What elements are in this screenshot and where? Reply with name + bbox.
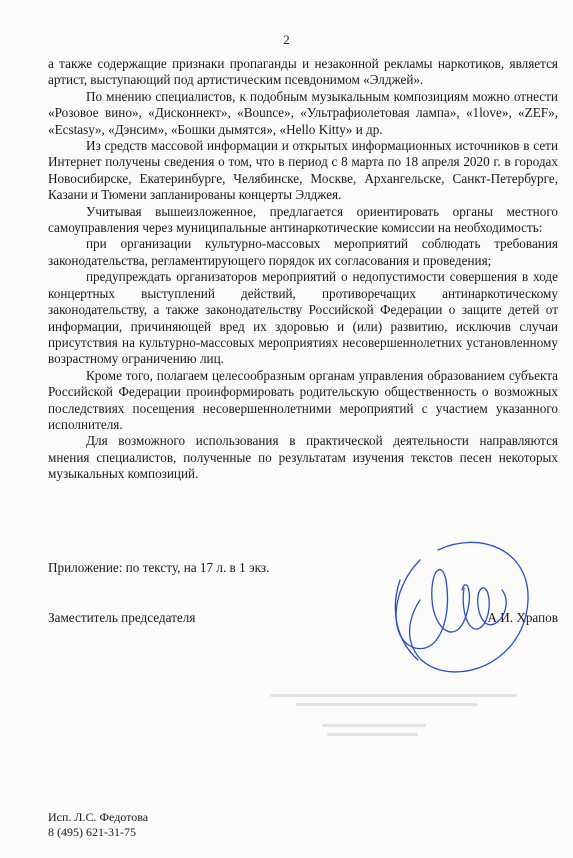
paragraph-3: Из средств массовой информации и открытых информационных источников в сети Интернет получены сведения о том, что в период с 8 марта по 18 апреля 2020 г. в городах Новосибирске, Екатеринбурге, Челябинске, Москве, Архангельске, Санкт-Петербурге, Казани и Тюмени запланированы концерты Элджея.: [48, 138, 558, 203]
paragraph-2: По мнению специалистов, к подобным музыкальным композициям можно отнести «Розовое вино», «Дисконнект», «Bounce», «Ультрафиолетовая лампа», «1love», «ZEF», «Ecstasy», «Дэнсим», «Бошки дымятся», «Hello Kitty» и др.: [48, 88, 558, 137]
paragraph-7: Кроме того, полагаем целесообразным органам управления образованием субъекта Российской Федерации проинформировать родительскую общественность о возможных последствиях посещения несовершеннолетними мероприятий с участием указанного исполнителя.: [48, 367, 558, 432]
paragraph-5: при организации культурно-массовых мероприятий соблюдать требования законодательства, регламентирующего порядок их согласования и проведения;: [48, 236, 558, 268]
executor-info: [48, 810, 148, 840]
handwritten-signature: [360, 520, 540, 690]
paragraph-4: Учитывая вышеизложенное, предлагается ориентировать органы местного самоуправления через муниципальные антинаркотические комиссии на необходимость:: [48, 203, 558, 236]
executor-phone: 8 (495) 621-31-75: [48, 825, 136, 839]
paragraph-6: предупреждать организаторов мероприятий о недопустимости совершения в ходе концертных выступлений действий, противоречащих антинаркотическому законодательству, а также законодательству Российской Федерации о защите детей от информации, причиняющей вред их здоровью и (или) развитию, исключив случаи присутствия на культурно-массовых мероприятиях несовершеннолетних установленному возрастному ограничению лиц.: [48, 269, 558, 367]
signer-name: А.И. Храпов: [487, 610, 558, 625]
signer-title: Заместитель председателя: [48, 610, 196, 625]
bleed-through-text: [270, 688, 530, 778]
executor-name: Исп. Л.С. Федотова: [48, 810, 149, 824]
page-number: 2: [283, 32, 290, 47]
appendix-note: Приложение: по тексту, на 17 л. в 1 экз.: [48, 560, 270, 575]
paragraph-8: Для возможного использования в практической деятельности направляются мнения специалистов, полученные по результатам изучения текстов песен некоторых музыкальных композиций.: [48, 433, 558, 482]
letter-body: [48, 56, 558, 483]
paragraph-1: а также содержащие признаки пропаганды и незаконной рекламы наркотиков, является артист, выступающий под артистическим псевдонимом «Элджей».: [48, 56, 558, 88]
